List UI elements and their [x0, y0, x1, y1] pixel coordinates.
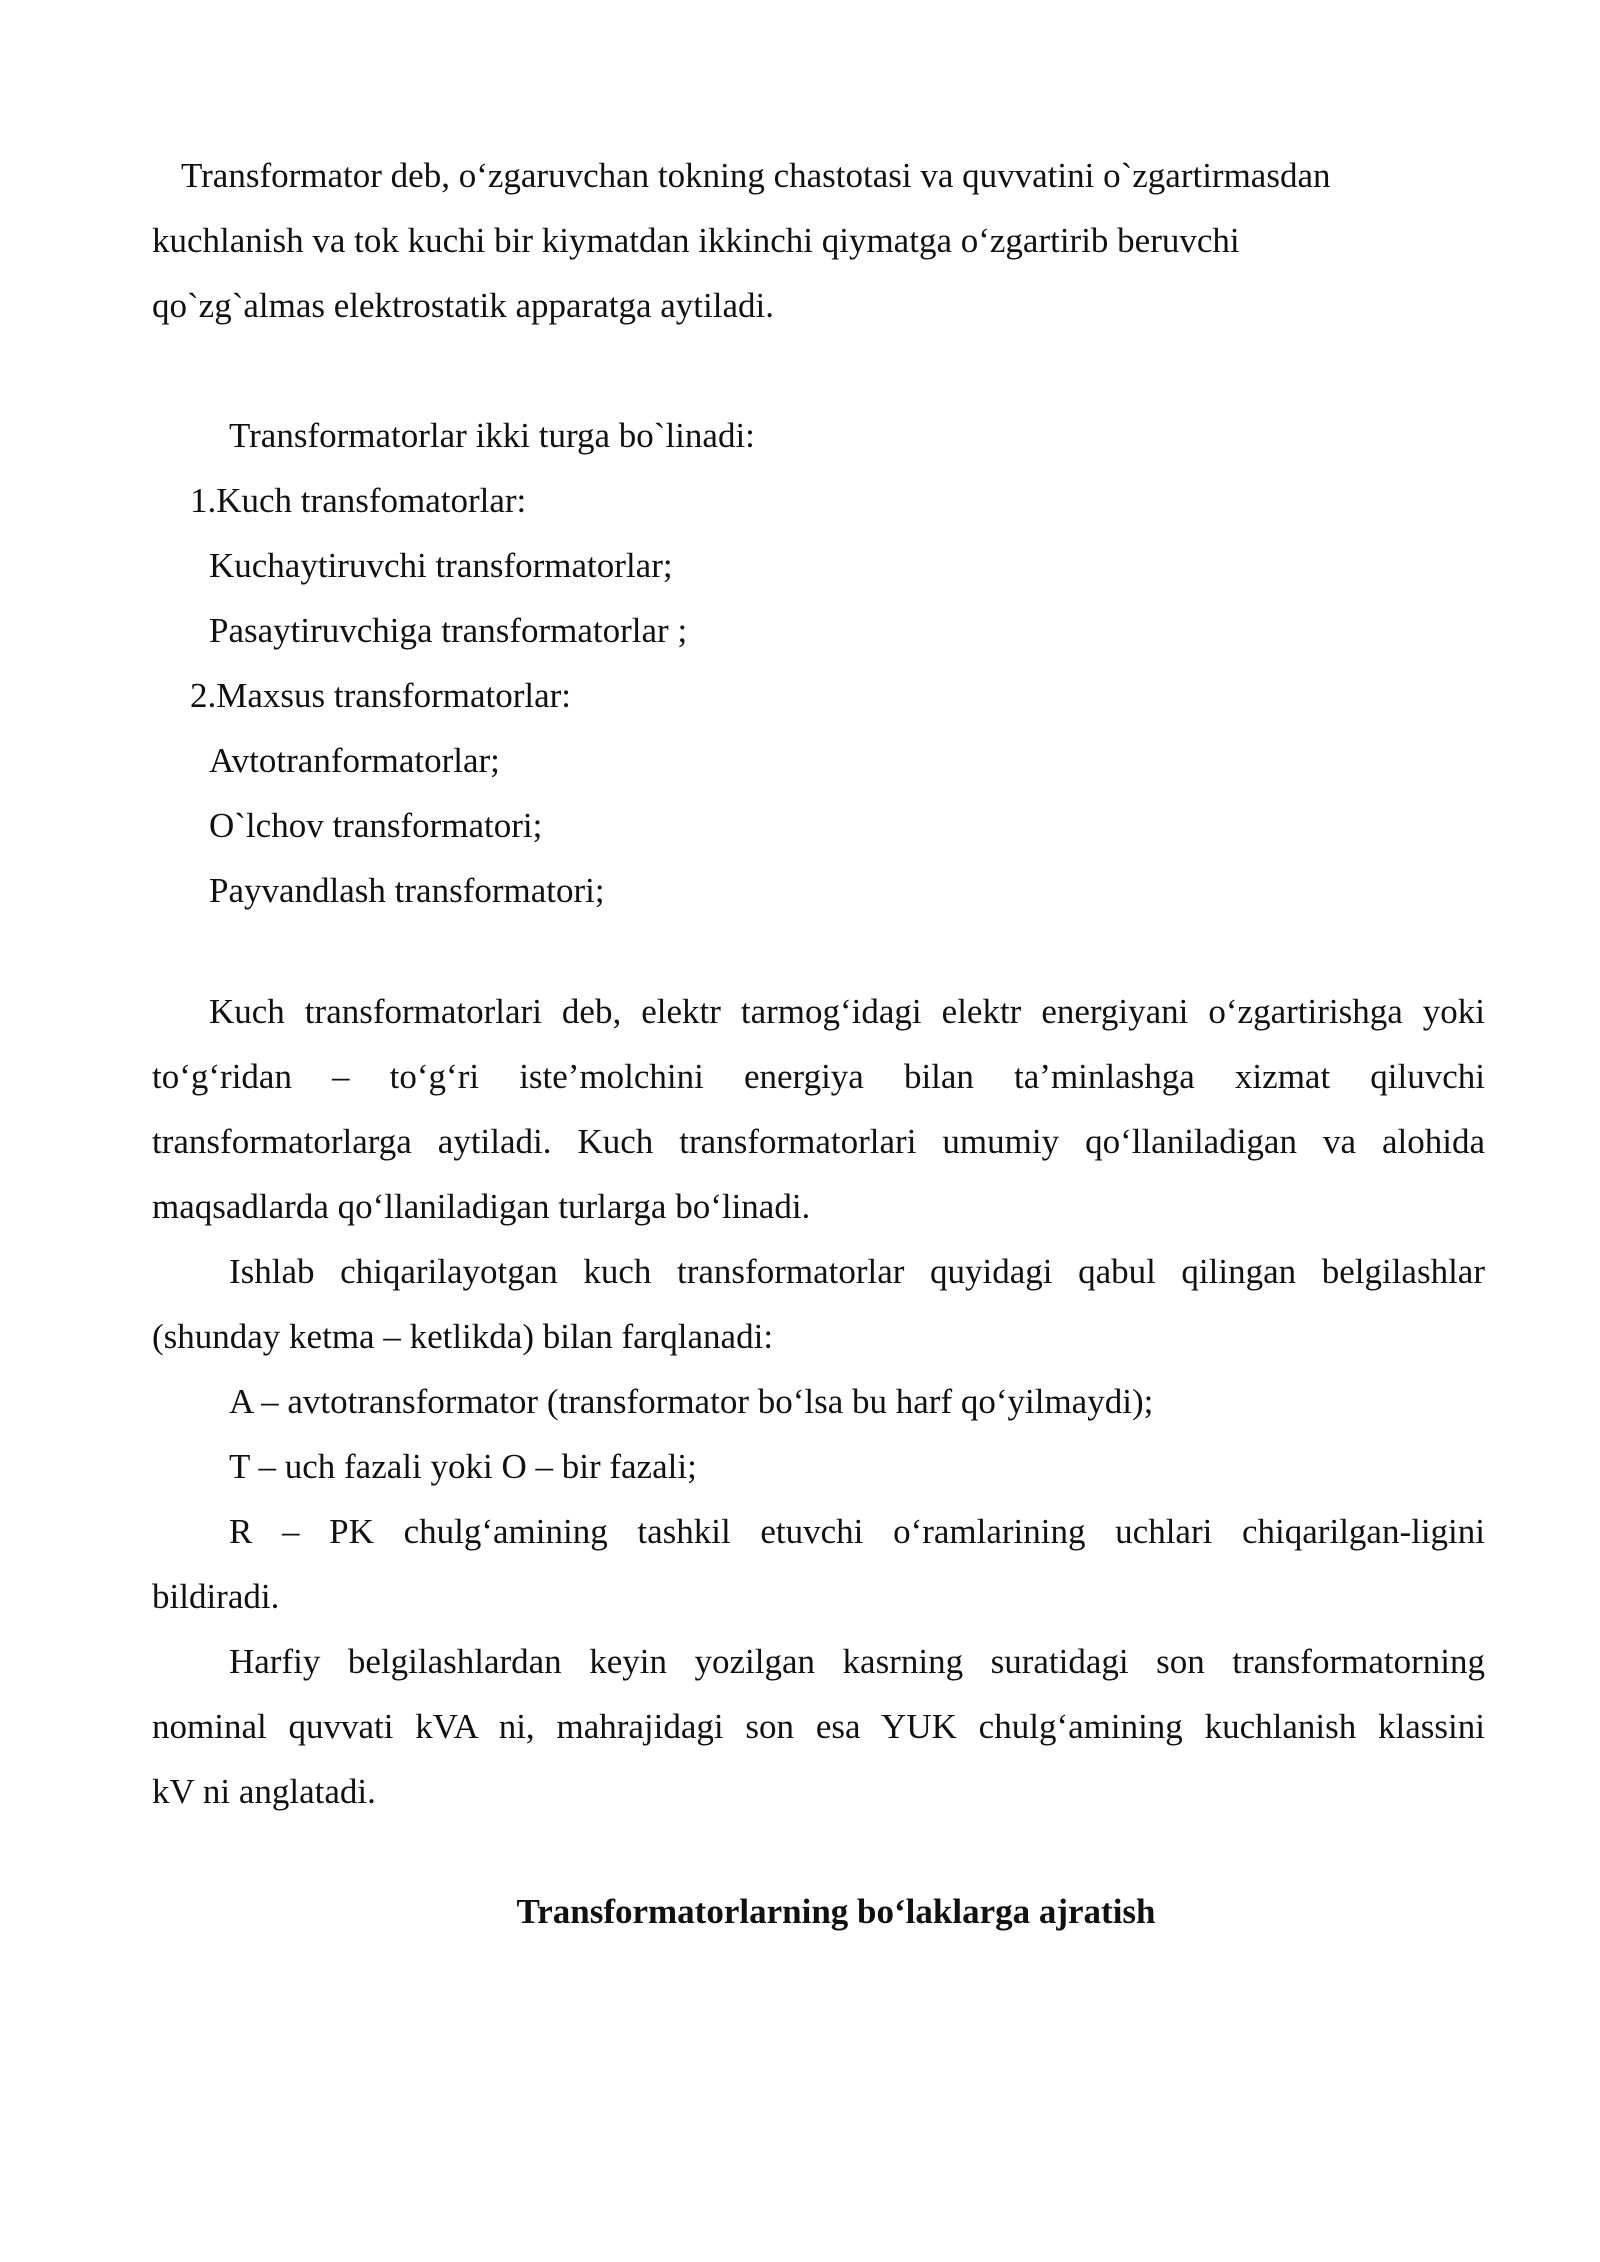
power-line-3: transformatorlarga aytiladi. Kuch transformatorlari umumiy qo‘llaniladigan va alohida — [152, 1122, 1485, 1161]
power-line-2: to‘g‘ridan – to‘g‘ri iste’molchini energiya bilan ta’minlashga xizmat qiluvchi — [152, 1057, 1485, 1096]
group-title-2: 2.Maxsus transformatorlar: — [190, 676, 572, 715]
list-item: Pasaytiruvchiga transformatorlar ; — [209, 611, 688, 650]
list-item: Avtotranformatorlar; — [209, 741, 500, 780]
designation-item-r-cont: bildiradi. — [152, 1577, 280, 1616]
power-line-4: maqsadlarda qo‘llaniladigan turlarga bo‘linadi. — [152, 1187, 811, 1226]
designations-line-2: (shunday ketma – ketlikda) bilan farqlanadi: — [152, 1317, 774, 1356]
fraction-line-3: kV ni anglatadi. — [152, 1772, 376, 1811]
fraction-line-1: Harfiy belgilashlardan keyin yozilgan kasrning suratidagi son transformatorning — [229, 1642, 1485, 1681]
list-item: O`lchov transformatori; — [209, 806, 543, 845]
list-item: Kuchaytiruvchi transformatorlar; — [209, 546, 673, 585]
intro-line-3: qo`zg`almas elektrostatik apparatga aytiladi. — [152, 286, 774, 325]
section-heading: Transformatorlarning bo‘laklarga ajratish — [516, 1892, 1156, 1931]
intro-line-1: Transformator deb, o‘zgaruvchan tokning chastotasi va quvvatini o`zgartirmasdan — [181, 156, 1331, 195]
designation-item-t: T – uch fazali yoki O – bir fazali; — [229, 1447, 697, 1486]
list-item: Payvandlash transformatori; — [209, 871, 605, 910]
designations-line-1: Ishlab chiqarilayotgan kuch transformatorlar quyidagi qabul qilingan belgilashlar — [229, 1252, 1485, 1291]
fraction-line-2: nominal quvvati kVA ni, mahrajidagi son esa YUK chulg‘amining kuchlanish klassini — [152, 1707, 1485, 1746]
intro-line-2: kuchlanish va tok kuchi bir kiymatdan ikkinchi qiymatga o‘zgartirib beruvchi — [152, 221, 1240, 260]
designation-item-a: A – avtotransformator (transformator bo‘lsa bu harf qo‘yilmaydi); — [229, 1382, 1154, 1421]
power-line-1: Kuch transformatorlari deb, elektr tarmog‘idagi elektr energiyani o‘zgartirishga yoki — [209, 992, 1485, 1031]
group-title-1: 1.Kuch transfomatorlar: — [190, 481, 527, 520]
types-heading: Transformatorlar ikki turga bo`linadi: — [229, 416, 755, 455]
designation-item-r: R – PK chulg‘amining tashkil etuvchi o‘ramlarining uchlari chiqarilgan-ligini — [229, 1512, 1485, 1551]
